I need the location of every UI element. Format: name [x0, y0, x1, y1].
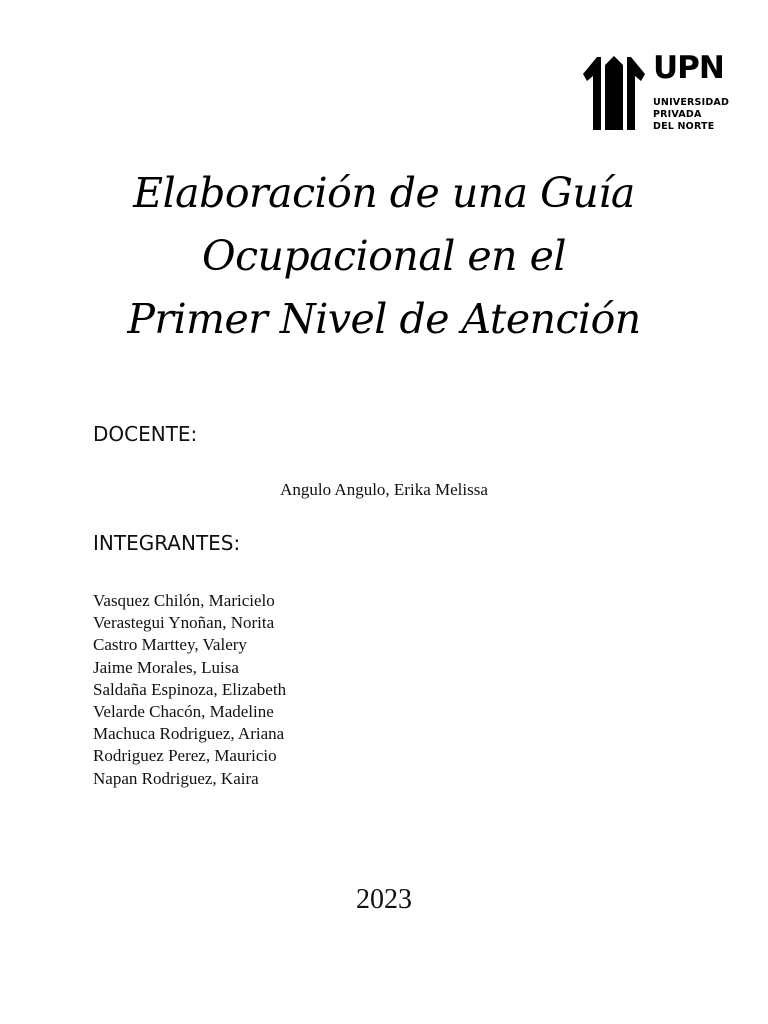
- list-item: Saldaña Espinoza, Elizabeth: [93, 679, 287, 699]
- list-item: Jaime Morales, Luisa: [93, 657, 239, 677]
- logo-line-del-norte: DEL NORTE: [653, 121, 715, 132]
- list-item: Rodriguez Perez, Mauricio: [93, 746, 277, 766]
- list-item: Castro Marttey, Valery: [93, 635, 247, 655]
- title-line-3: Primer Nivel de Atención: [127, 295, 641, 343]
- title-line-1: Elaboración de una Guía: [133, 169, 635, 217]
- document-title: [0, 162, 768, 351]
- list-item: Vasquez Chilón, Maricielo: [93, 591, 275, 610]
- integrantes-label: INTEGRANTES:: [93, 531, 241, 555]
- logo-line-privada: PRIVADA: [653, 109, 702, 120]
- list-item: Napan Rodriguez, Kaira: [93, 768, 259, 788]
- list-item: Machuca Rodriguez, Ariana: [93, 724, 285, 744]
- docente-label: DOCENTE:: [93, 422, 198, 446]
- upn-emblem-icon: [583, 55, 647, 131]
- list-item: Velarde Chacón, Madeline: [93, 702, 274, 722]
- document-year: 2023: [356, 884, 412, 915]
- integrantes-list: [93, 590, 286, 790]
- logo-line-universidad: UNIVERSIDAD: [653, 97, 730, 108]
- upn-logo: [583, 50, 730, 135]
- title-line-2: Ocupacional en el: [201, 232, 566, 280]
- logo-wordmark: UPN: [653, 50, 724, 86]
- docente-name: Angulo Angulo, Erika Melissa: [280, 480, 488, 499]
- list-item: Verastegui Ynoñan, Norita: [93, 613, 275, 633]
